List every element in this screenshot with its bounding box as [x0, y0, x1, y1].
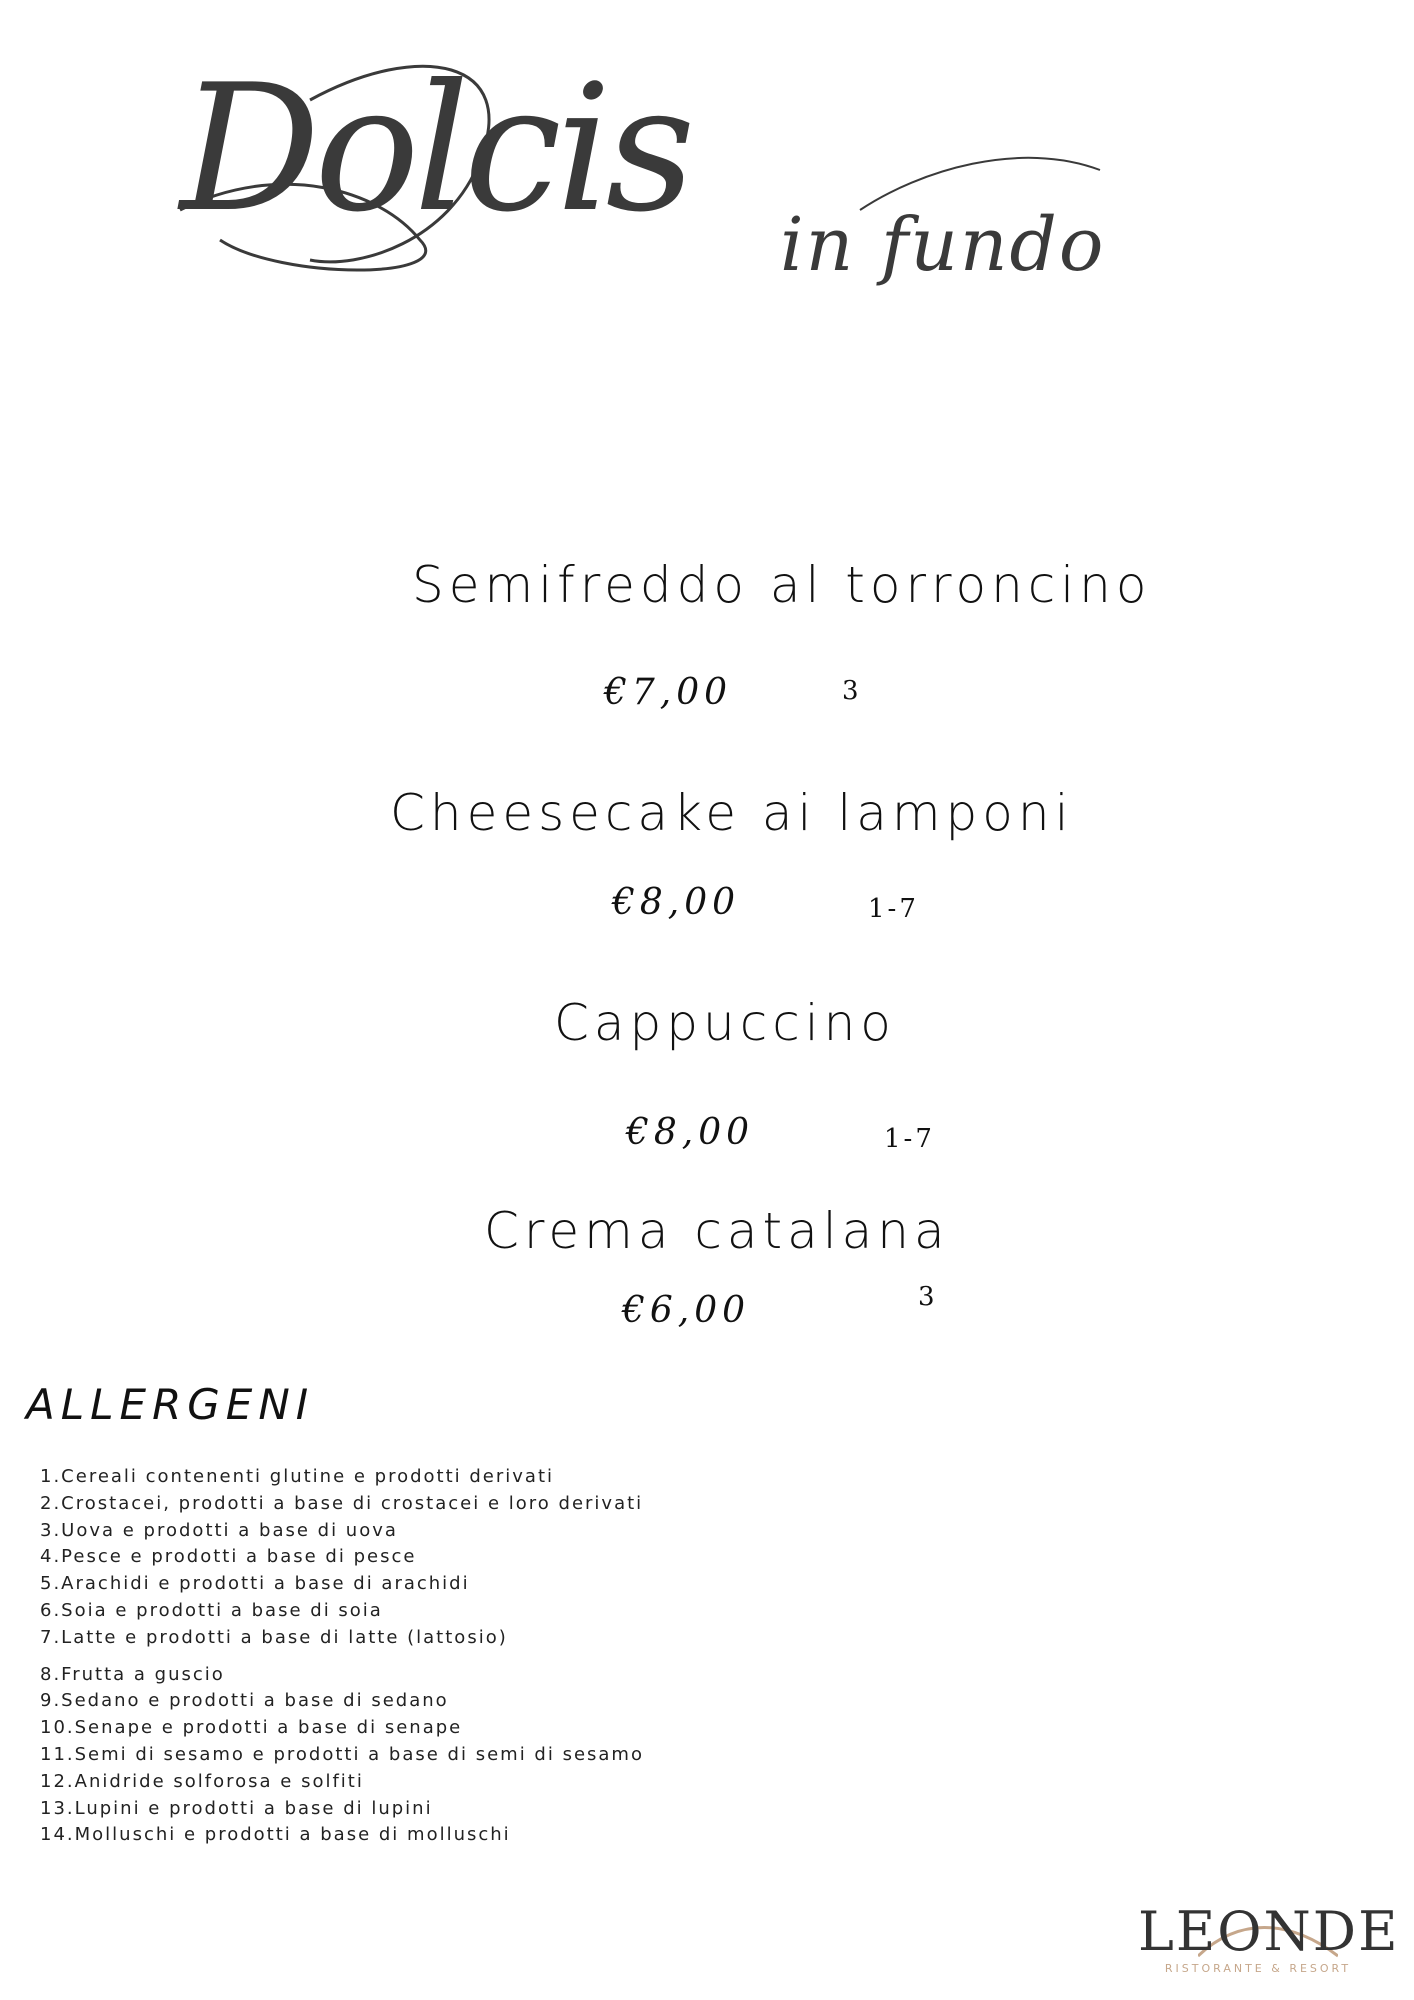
- allergen-item: 7.Latte e prodotti a base di latte (lattosio): [40, 1626, 508, 1648]
- allergen-item: 1.Cereali contenenti glutine e prodotti derivati: [40, 1466, 555, 1487]
- allergen-item: 4.Pesce e prodotti a base di pesce: [40, 1546, 417, 1568]
- dish-name: Cappuccino: [554, 994, 896, 1052]
- allergen-item: 3.Uova e prodotti a base di uova: [40, 1519, 398, 1541]
- logo: [1138, 1900, 1400, 1980]
- logo-name: LEONDE: [1138, 1900, 1400, 1963]
- title-subtitle: in fundo: [780, 202, 1106, 288]
- dish-name: Crema catalana: [484, 1202, 950, 1260]
- dish-price: €6,00: [622, 1290, 751, 1331]
- allergen-item: 8.Frutta a guscio: [40, 1663, 225, 1685]
- allergen-item: 6.Soia e prodotti a base di soia: [40, 1599, 383, 1621]
- allergen-item: 13.Lupini e prodotti a base di lupini: [40, 1797, 433, 1819]
- dish-name: Cheesecake ai lamponi: [390, 784, 1074, 842]
- dish-allergens: 1-7: [884, 1124, 935, 1154]
- allergen-item: 14.Molluschi e prodotti a base di molluschi: [40, 1824, 511, 1846]
- dish-price: €7,00: [604, 672, 733, 713]
- allergens-list: [40, 1464, 644, 1849]
- title-main: Dolcis: [180, 48, 690, 251]
- dish-allergens: 3: [842, 676, 862, 706]
- dish-price: €8,00: [612, 882, 741, 923]
- dish-allergens: 1-7: [868, 894, 919, 924]
- allergen-item: 11.Semi di sesamo e prodotti a base di semi di sesamo: [40, 1743, 644, 1765]
- allergen-item: 5.Arachidi e prodotti a base di arachidi: [40, 1573, 470, 1595]
- allergen-item: 12.Anidride solforosa e solfiti: [40, 1770, 364, 1792]
- allergen-item: 2.Crostacei, prodotti a base di crostacei e loro derivati: [40, 1492, 644, 1514]
- logo-tagline: RISTORANTE & RESORT: [1164, 1962, 1352, 1975]
- allergens-heading: ALLERGENI: [26, 1380, 315, 1429]
- dish-name: Semifreddo al torroncino: [412, 556, 1152, 614]
- allergen-item: 9.Sedano e prodotti a base di sedano: [40, 1690, 449, 1712]
- dish-price: €8,00: [626, 1112, 755, 1153]
- allergen-item: 10.Senape e prodotti a base di senape: [40, 1717, 463, 1739]
- dish-allergens: 3: [918, 1282, 938, 1312]
